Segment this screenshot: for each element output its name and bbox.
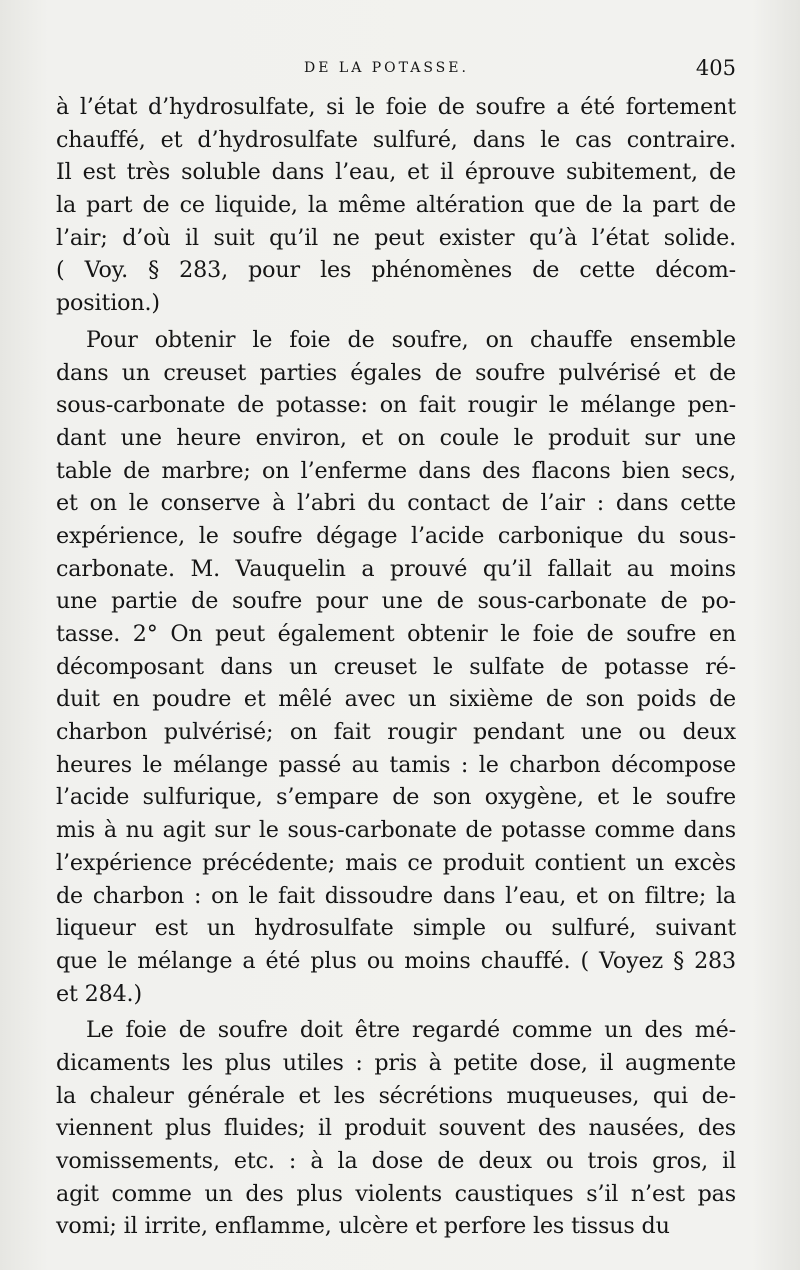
text-line: dicaments les plus utiles : pris à petite dose, il augmente bbox=[56, 1049, 736, 1076]
page-number: 405 bbox=[695, 56, 736, 80]
text-line: Pour obtenir le foie de soufre, on chauffe ensemble bbox=[86, 326, 736, 353]
text-line: sous-carbonate de potasse: on fait rougir le mélange pen- bbox=[56, 392, 736, 419]
text-line: table de marbre; on l’enferme dans des flacons bien secs, bbox=[56, 457, 736, 484]
text-line: chauffé, et d’hydrosulfate sulfuré, dans le cas contraire. bbox=[56, 126, 736, 153]
text-line: l’acide sulfurique, s’empare de son oxygène, et le soufre bbox=[56, 784, 736, 811]
text-line: de charbon : on le fait dissoudre dans l’eau, et on filtre; la bbox=[56, 882, 736, 909]
text-line: viennent plus fluides; il produit souvent des nausées, des bbox=[56, 1115, 736, 1142]
text-line: agit comme un des plus violents caustiques s’il n’est pas bbox=[56, 1180, 736, 1207]
body-text bbox=[56, 91, 736, 1243]
text-line: la part de ce liquide, la même altération que de la part de bbox=[56, 192, 736, 219]
text-line: la chaleur générale et les sécrétions muqueuses, qui de- bbox=[56, 1082, 736, 1109]
text-line: vomissements, etc. : à la dose de deux ou trois gros, il bbox=[56, 1148, 736, 1174]
text-line: expérience, le soufre dégage l’acide carbonique du sous- bbox=[56, 522, 736, 549]
text-line: dans un creuset parties égales de soufre pulvérisé et de bbox=[56, 359, 736, 386]
paragraph bbox=[56, 324, 736, 1010]
page-header bbox=[56, 56, 736, 86]
text-line: et 284.) bbox=[56, 980, 142, 1007]
paragraph bbox=[56, 91, 736, 320]
text-line: Le foie de soufre doit être regardé comme un des mé- bbox=[86, 1017, 736, 1044]
text-line: à l’état d’hydrosulfate, si le foie de soufre a été fortement bbox=[56, 94, 736, 120]
text-line: charbon pulvérisé; on fait rougir pendant une ou deux bbox=[56, 719, 736, 746]
text-line: l’air; d’où il suit qu’il ne peut exister qu’à l’état solide. bbox=[56, 224, 736, 251]
text-line: une partie de soufre pour une de sous-carbonate de po- bbox=[56, 588, 736, 615]
text-line: Il est très soluble dans l’eau, et il éprouve subitement, de bbox=[56, 159, 736, 186]
text-line: décomposant dans un creuset le sulfate de potasse ré- bbox=[56, 653, 736, 680]
text-line: vomi; il irrite, enflamme, ulcère et perfore les tissus du bbox=[56, 1213, 670, 1240]
text-line: mis à nu agit sur le sous-carbonate de potasse comme dans bbox=[56, 817, 736, 844]
text-line: heures le mélange passé au tamis : le charbon décompose bbox=[56, 751, 736, 778]
text-line: carbonate. M. Vauquelin a prouvé qu’il fallait au moins bbox=[56, 555, 736, 582]
text-line: l’expérience précédente; mais ce produit contient un excès bbox=[56, 849, 736, 876]
text-line: position.) bbox=[56, 290, 160, 317]
text-line: dant une heure environ, et on coule le produit sur une bbox=[56, 424, 736, 451]
text-line: duit en poudre et mêlé avec un sixième de son poids de bbox=[56, 686, 736, 713]
text-line: que le mélange a été plus ou moins chauffé. ( Voyez § 283 bbox=[56, 947, 736, 974]
running-head: DE LA POTASSE. bbox=[304, 60, 469, 76]
paragraph bbox=[56, 1014, 736, 1243]
text-line: tasse. 2° On peut également obtenir le foie de soufre en bbox=[56, 621, 736, 647]
text-line: ( Voy. § 283, pour les phénomènes de cette décom- bbox=[56, 257, 736, 284]
text-line: liqueur est un hydrosulfate simple ou sulfuré, suivant bbox=[56, 915, 736, 942]
text-line: et on le conserve à l’abri du contact de l’air : dans cette bbox=[56, 490, 736, 517]
